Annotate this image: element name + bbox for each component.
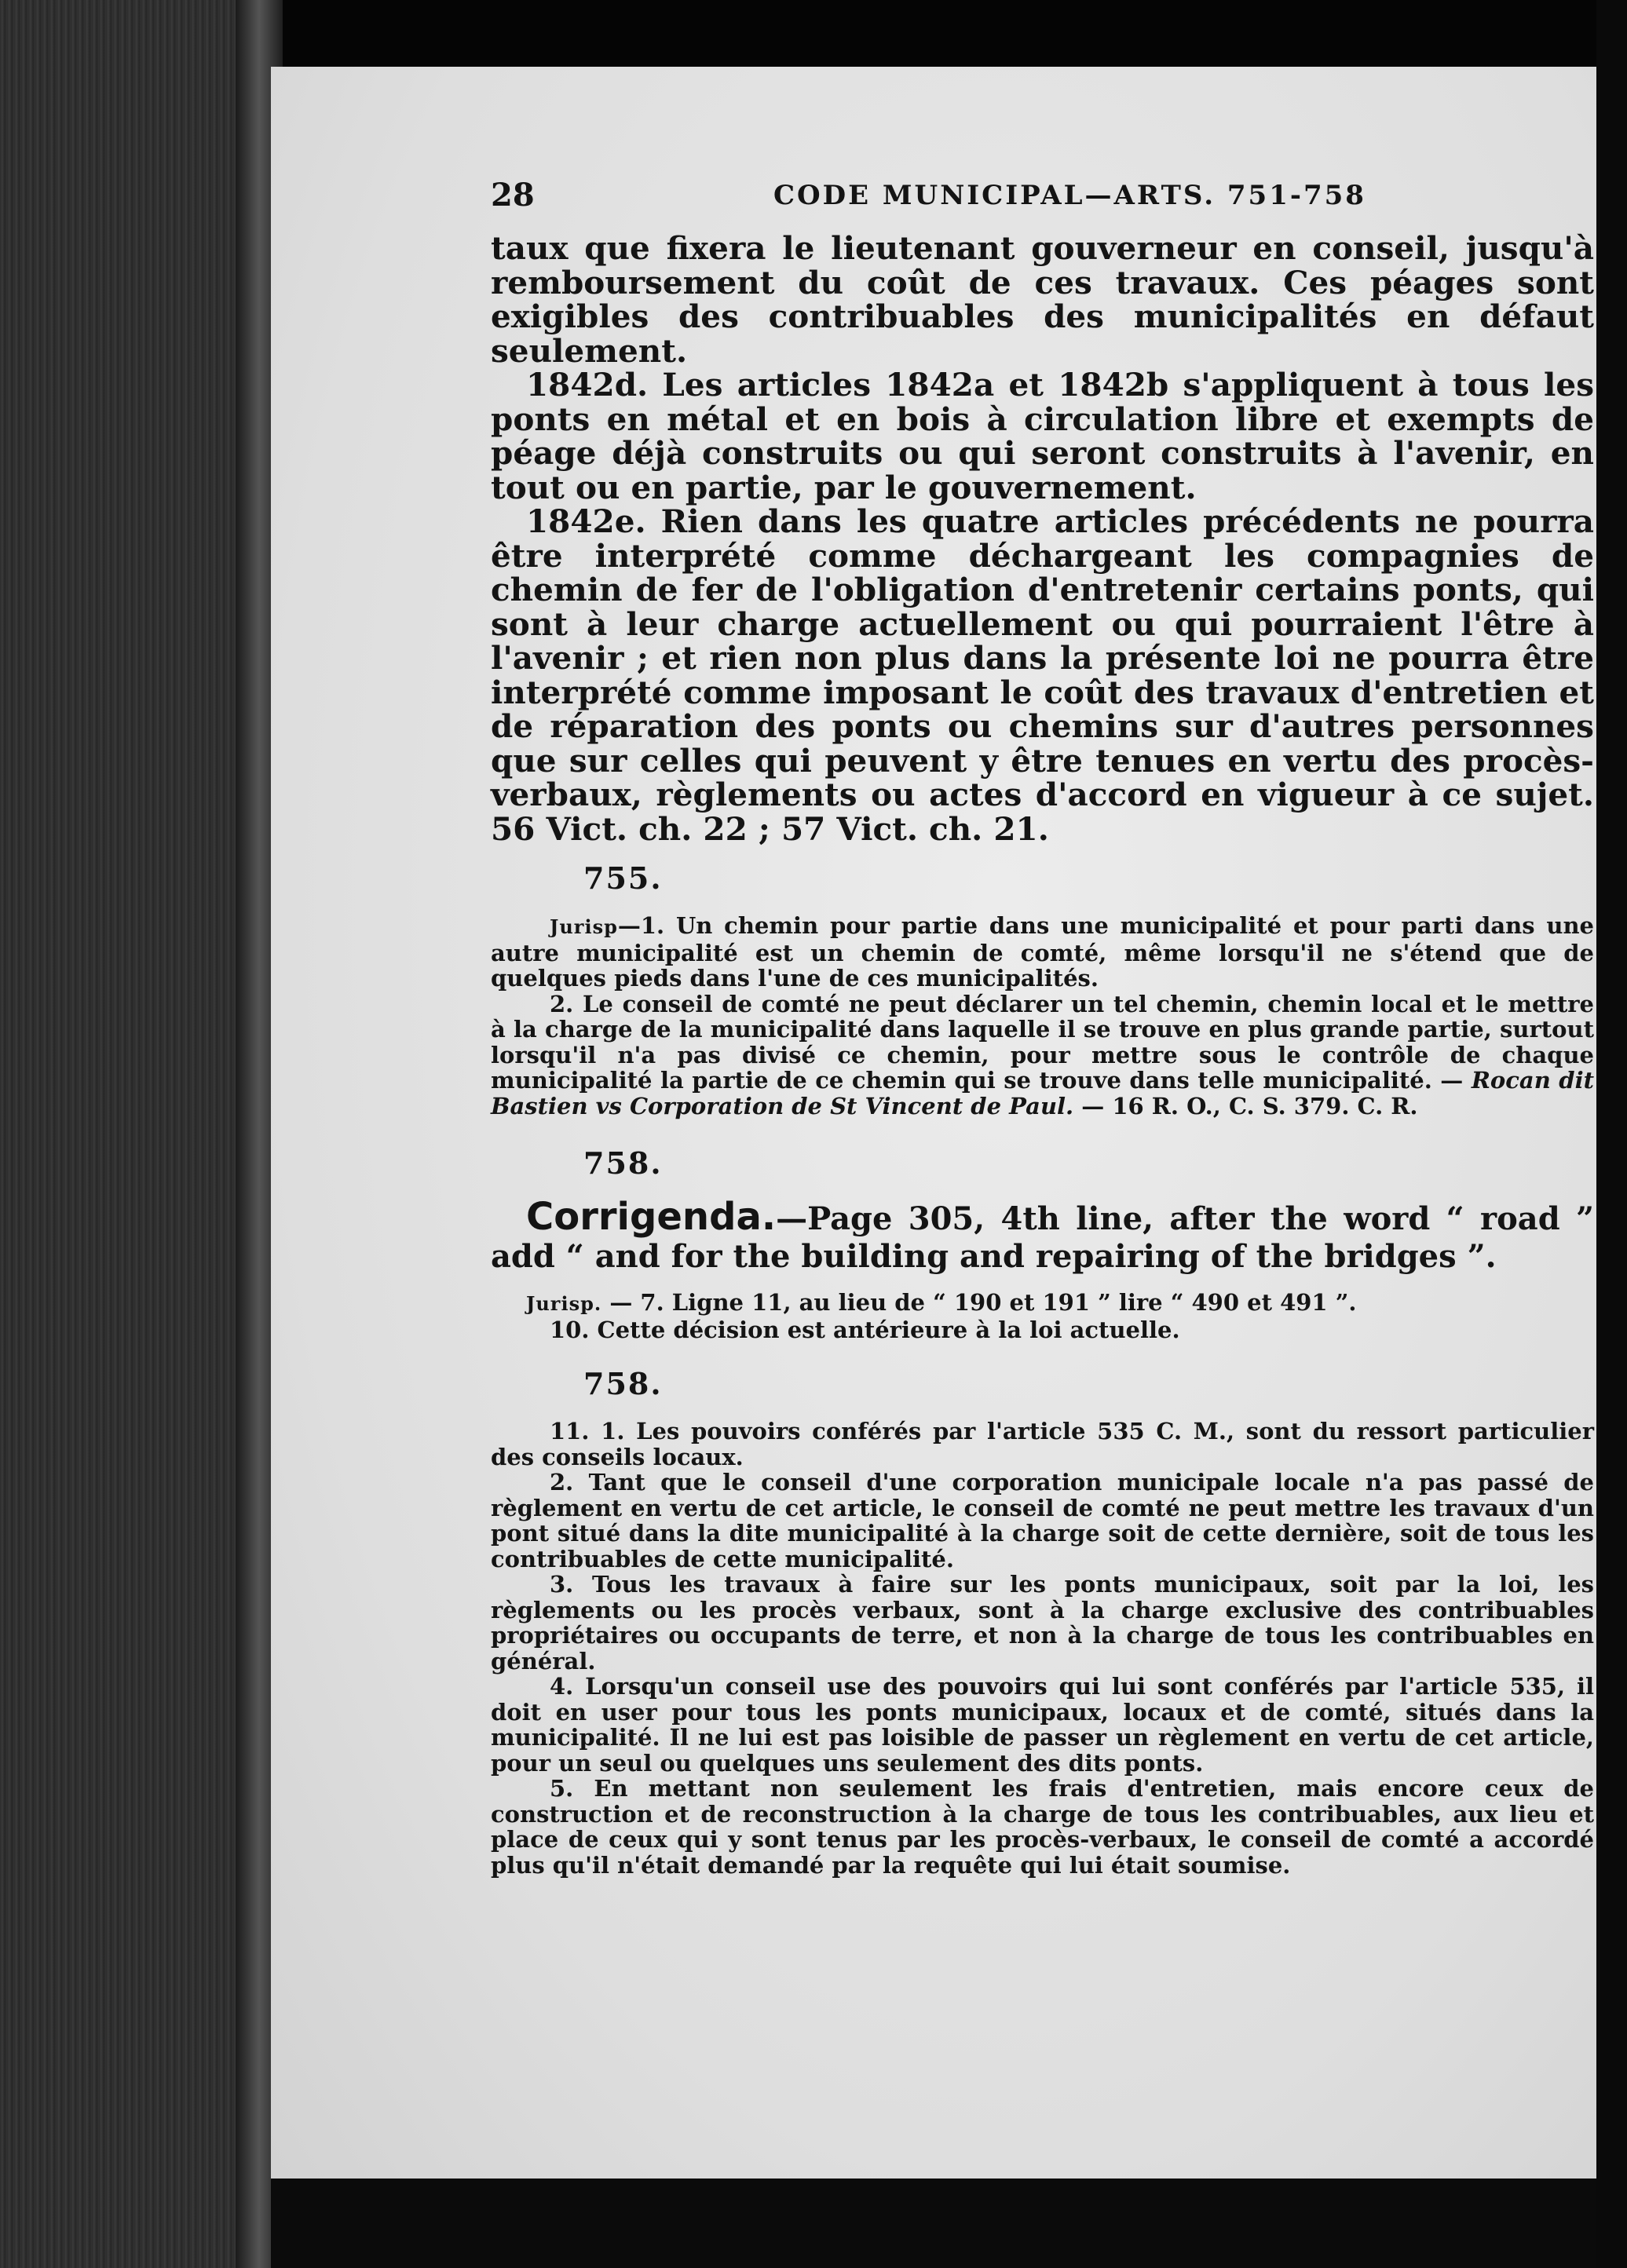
page-header	[491, 177, 1594, 232]
case-citation: Rocan dit Bastien vs Corporation de St Vincent de Paul.	[491, 1067, 1594, 1119]
section-heading-758: 758.	[583, 1145, 663, 1181]
section-heading-758-second: 758.	[583, 1366, 663, 1401]
jurisprudence-758-10: 10. Cette décision est antérieure à la loi actuelle.	[550, 1316, 1180, 1343]
jurisprudence-text: — 7. Ligne 11, au lieu de “ 190 et 191 ” lire “ 490 et 491 ”.	[601, 1289, 1357, 1316]
corrigenda-note	[491, 1195, 1594, 1276]
corrigenda-label: Corrigenda.	[526, 1195, 777, 1239]
page-number: 28	[491, 177, 535, 214]
jurisprudence-755-1	[491, 913, 1594, 992]
bottom-scan-border	[271, 2179, 1596, 2268]
jurisprudence-item: 5. En mettant non seulement les frais d'entretien, mais encore ceux de construction et de reconstruction à la charge de tous les contribuables, aux lieu et place de ceux qui y sont tenus par les procès-verbaux, le conseil de comté a accordé plus qu'il n'était demandé par la requête qui lui était soumise.	[491, 1775, 1594, 1879]
case-reference: — 16 R. O., C. S. 379. C. R.	[1073, 1092, 1418, 1119]
paragraph-continuation: taux que fixera le lieutenant gouverneur en conseil, jusqu'à remboursement du coût de ces travaux. Ces péages sont exigibles des contribuables des municipalités en défaut seulement.	[491, 229, 1594, 370]
jurisprudence-758-7	[491, 1290, 1594, 1317]
jurisp-label: Jurisp	[550, 915, 618, 938]
jurisprudence-item: 4. Lorsqu'un conseil use des pouvoirs qui lui sont conférés par l'article 535, il doit en user pour tous les ponts municipaux, locaux et de comté, situés dans la municipalité. Il ne lui est pas loisible de passer un règlement en vertu de cet article, pour un seul ou quelques uns seulement des dits ponts.	[491, 1673, 1594, 1777]
jurisp-label: Jurisp.	[526, 1292, 602, 1315]
page-content	[491, 177, 1594, 1878]
article-1842e: 1842e. Rien dans les quatre articles précédents ne pourra être interprété comme déchargeant les compagnies de chemin de fer de l'obligation d'entretenir certains ponts, qui sont à leur charge actuellement ou qui pourraient l'être à l'avenir ; et rien non plus dans la présente loi ne pourra être interprété comme imposant le coût des travaux d'entretien et de réparation des ponts ou chemins sur d'autres personnes que sur celles qui peuvent y être tenues en vertu des procès-verbaux, règlements ou actes d'accord en vigueur à ce sujet. 56 Vict. ch. 22 ; 57 Vict. ch. 21.	[491, 502, 1594, 848]
jurisprudence-item: 11. 1. Les pouvoirs conférés par l'article 535 C. M., sont du ressort particulier des conseils locaux.	[491, 1418, 1594, 1470]
running-title: CODE MUNICIPAL—ARTS. 751-758	[773, 180, 1366, 211]
jurisprudence-item: 2. Tant que le conseil d'une corporation municipale locale n'a pas passé de règlement en vertu de cet article, le conseil de comté ne peut mettre les travaux d'un pont situé dans la dite municipalité à la charge soit de cette dernière, soit de tous les contribuables de cette municipalité.	[491, 1469, 1594, 1572]
corrigenda-text: —Page 305, 4th line, after the word “ road ” add “ and for the building and repairing of the bridges ”.	[491, 1200, 1594, 1275]
article-1842d: 1842d. Les articles 1842a et 1842b s'appliquent à tous les ponts en métal et en bois à circulation libre et exempts de péage déjà construits ou qui seront construits à l'avenir, en tout ou en partie, par le gouvernement.	[491, 366, 1594, 506]
jurisprudence-text: —1. Un chemin pour partie dans une municipalité et pour parti dans une autre municipalité est un chemin de comté, même lorsqu'il ne s'étend que de quelques pieds dans l'une de ces municipalités.	[491, 912, 1594, 992]
section-heading-755: 755.	[583, 860, 663, 896]
jurisprudence-item: 3. Tous les travaux à faire sur les ponts municipaux, soit par la loi, les règlements ou les procès verbaux, sont à la charge exclusive des contribuables propriétaires ou occupants de terre, et non à la charge de tous les contribuables en général.	[491, 1571, 1594, 1675]
book-spine-edge	[0, 0, 271, 2268]
jurisprudence-755-2	[491, 992, 1594, 1119]
jurisprudence-text: 2. Le conseil de comté ne peut déclarer un tel chemin, chemin local et le mettre à la charge de la municipalité dans laquelle il se trouve en plus grande partie, surtout lorsqu'il n'a pas divisé ce chemin, pour mettre sous le contrôle de chaque municipalité la partie de ce chemin qui se trouve dans telle municipalité. —	[491, 990, 1594, 1094]
right-scan-border	[1596, 0, 1627, 2268]
